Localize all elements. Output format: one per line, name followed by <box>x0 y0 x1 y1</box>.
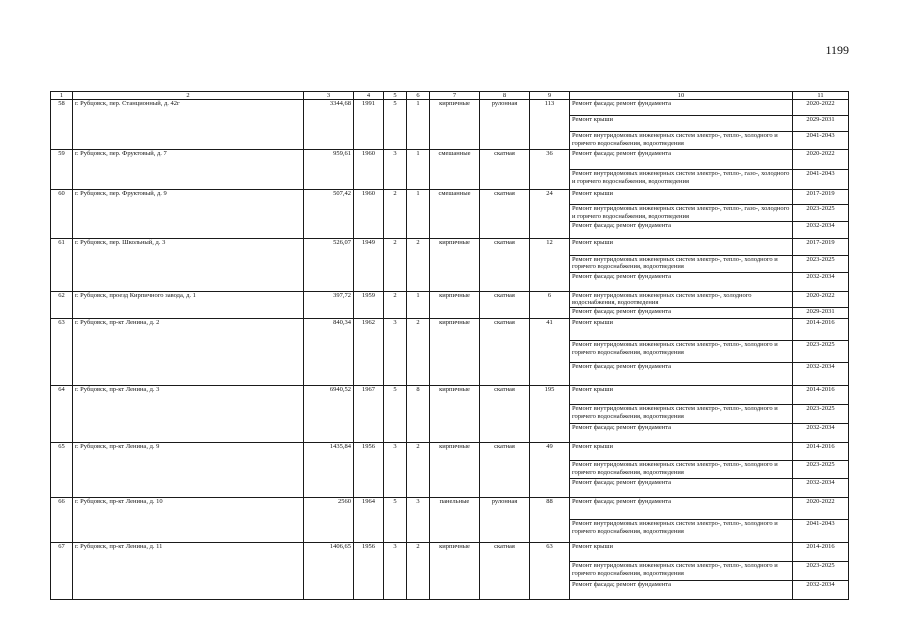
entrances-cell: 2 <box>407 238 430 291</box>
row-number: 64 <box>51 386 73 443</box>
roof-type-cell: скатная <box>480 443 530 498</box>
registry-sheet <box>50 91 848 600</box>
entrances-cell: 2 <box>407 319 430 386</box>
residents-cell: 113 <box>530 100 570 150</box>
address-cell: г. Рубцовск, пр-кт Ленина, д. 3 <box>73 386 304 443</box>
address-cell: г. Рубцовск, пр-кт Ленина, д. 2 <box>73 319 304 386</box>
work-period-cell: 2014-2016 <box>793 319 849 341</box>
work-period-cell: 2020-2022 <box>793 498 849 520</box>
work-type-cell: Ремонт фасада; ремонт фундамента <box>570 424 793 443</box>
work-period-cell: 2023-2025 <box>793 205 849 222</box>
work-period-cell: 2032-2034 <box>793 272 849 291</box>
work-type-cell: Ремонт внутридомовых инженерных систем электро-, тепло-, холодного и горячего водоснабжения, водоотведения <box>570 520 793 543</box>
area-cell: 1435,84 <box>304 443 354 498</box>
entrances-cell: 1 <box>407 190 430 239</box>
work-period-cell: 2023-2025 <box>793 255 849 272</box>
roof-type-cell: скатная <box>480 543 530 600</box>
column-number: 11 <box>793 92 849 100</box>
column-number: 10 <box>570 92 793 100</box>
row-number: 63 <box>51 319 73 386</box>
roof-type-cell: скатная <box>480 386 530 443</box>
area-cell: 959,61 <box>304 150 354 190</box>
floors-cell: 2 <box>384 291 407 319</box>
residents-cell: 41 <box>530 319 570 386</box>
area-cell: 507,42 <box>304 190 354 239</box>
residents-cell: 12 <box>530 238 570 291</box>
floors-cell: 2 <box>384 238 407 291</box>
area-cell: 840,34 <box>304 319 354 386</box>
area-cell: 397,72 <box>304 291 354 319</box>
row-number: 60 <box>51 190 73 239</box>
table-row <box>51 319 849 341</box>
address-cell: г. Рубцовск, пр-кт Ленина, д. 9 <box>73 443 304 498</box>
work-type-cell: Ремонт фасада; ремонт фундамента <box>570 272 793 291</box>
work-period-cell: 2032-2034 <box>793 363 849 386</box>
entrances-cell: 2 <box>407 443 430 498</box>
work-type-cell: Ремонт внутридомовых инженерных систем электро-, тепло-, холодного и горячего водоснабжения, водоотведения <box>570 405 793 424</box>
area-cell: 526,07 <box>304 238 354 291</box>
work-period-cell: 2023-2025 <box>793 341 849 363</box>
column-number: 5 <box>384 92 407 100</box>
column-number: 8 <box>480 92 530 100</box>
row-number: 59 <box>51 150 73 190</box>
work-type-cell: Ремонт фасада; ремонт фундамента <box>570 100 793 116</box>
year-cell: 1956 <box>354 543 384 600</box>
floors-cell: 2 <box>384 190 407 239</box>
work-period-cell: 2029-2031 <box>793 308 849 319</box>
work-type-cell: Ремонт внутридомовых инженерных систем электро-, тепло-, холодного и горячего водоснабжения, водоотведения <box>570 461 793 479</box>
work-type-cell: Ремонт внутридомовых инженерных систем электро-, холодного водоснабжения, водоотведения <box>570 291 793 308</box>
year-cell: 1967 <box>354 386 384 443</box>
column-number: 9 <box>530 92 570 100</box>
work-type-cell: Ремонт внутридомовых инженерных систем электро-, тепло-, холодного и горячего водоснабжения, водоотведения <box>570 562 793 581</box>
work-period-cell: 2032-2034 <box>793 479 849 498</box>
work-type-cell: Ремонт крыши <box>570 238 793 255</box>
year-cell: 1960 <box>354 150 384 190</box>
column-number: 4 <box>354 92 384 100</box>
work-type-cell: Ремонт фасада; ремонт фундамента <box>570 581 793 600</box>
work-period-cell: 2020-2022 <box>793 150 849 170</box>
year-cell: 1959 <box>354 291 384 319</box>
work-period-cell: 2041-2043 <box>793 132 849 150</box>
entrances-cell: 1 <box>407 150 430 190</box>
table-row <box>51 443 849 461</box>
residents-cell: 36 <box>530 150 570 190</box>
work-type-cell: Ремонт внутридомовых инженерных систем электро-, тепло-, холодного и горячего водоснабжения, водоотведения <box>570 132 793 150</box>
year-cell: 1962 <box>354 319 384 386</box>
address-cell: г. Рубцовск, пер. Фруктовый, д. 7 <box>73 150 304 190</box>
page-number: 1199 <box>825 43 849 57</box>
work-type-cell: Ремонт фасада; ремонт фундамента <box>570 479 793 498</box>
work-period-cell: 2032-2034 <box>793 581 849 600</box>
work-period-cell: 2014-2016 <box>793 386 849 405</box>
entrances-cell: 1 <box>407 291 430 319</box>
year-cell: 1960 <box>354 190 384 239</box>
residents-cell: 49 <box>530 443 570 498</box>
column-number-row <box>51 92 849 100</box>
table-row <box>51 100 849 116</box>
work-type-cell: Ремонт крыши <box>570 386 793 405</box>
row-number: 65 <box>51 443 73 498</box>
entrances-cell: 8 <box>407 386 430 443</box>
work-period-cell: 2029-2031 <box>793 116 849 132</box>
work-type-cell: Ремонт фасада; ремонт фундамента <box>570 150 793 170</box>
table-row <box>51 386 849 405</box>
entrances-cell: 1 <box>407 100 430 150</box>
table-row <box>51 190 849 205</box>
walls-material-cell: кирпичные <box>430 543 480 600</box>
area-cell: 2560 <box>304 498 354 543</box>
work-period-cell: 2032-2034 <box>793 424 849 443</box>
year-cell: 1991 <box>354 100 384 150</box>
column-number: 1 <box>51 92 73 100</box>
work-period-cell: 2020-2022 <box>793 291 849 308</box>
work-period-cell: 2023-2025 <box>793 562 849 581</box>
roof-type-cell: рулонная <box>480 100 530 150</box>
column-number: 6 <box>407 92 430 100</box>
work-period-cell: 2041-2043 <box>793 170 849 190</box>
roof-type-cell: скатная <box>480 150 530 190</box>
walls-material-cell: кирпичные <box>430 319 480 386</box>
work-period-cell: 2023-2025 <box>793 405 849 424</box>
work-type-cell: Ремонт крыши <box>570 443 793 461</box>
row-number: 58 <box>51 100 73 150</box>
row-number: 61 <box>51 238 73 291</box>
column-number: 2 <box>73 92 304 100</box>
roof-type-cell: скатная <box>480 190 530 239</box>
walls-material-cell: смешанные <box>430 150 480 190</box>
table-row <box>51 498 849 520</box>
table-row <box>51 238 849 255</box>
address-cell: г. Рубцовск, пер. Фруктовый, д. 9 <box>73 190 304 239</box>
address-cell: г. Рубцовск, пр-кт Ленина, д. 10 <box>73 498 304 543</box>
work-type-cell: Ремонт внутридомовых инженерных систем электро-, тепло-, холодного и горячего водоснабжения, водоотведения <box>570 255 793 272</box>
area-cell: 3344,68 <box>304 100 354 150</box>
roof-type-cell: скатная <box>480 319 530 386</box>
row-number: 66 <box>51 498 73 543</box>
floors-cell: 5 <box>384 100 407 150</box>
work-type-cell: Ремонт крыши <box>570 319 793 341</box>
address-cell: г. Рубцовск, пр-кт Ленина, д. 11 <box>73 543 304 600</box>
floors-cell: 5 <box>384 386 407 443</box>
work-type-cell: Ремонт фасада; ремонт фундамента <box>570 363 793 386</box>
work-type-cell: Ремонт внутридомовых инженерных систем электро-, тепло-, холодного и горячего водоснабжения, водоотведения <box>570 341 793 363</box>
floors-cell: 3 <box>384 319 407 386</box>
year-cell: 1964 <box>354 498 384 543</box>
work-type-cell: Ремонт внутридомовых инженерных систем электро-, тепло-, газо-, холодного и горячего водоснабжения, водоотведения <box>570 170 793 190</box>
table-row <box>51 291 849 308</box>
work-period-cell: 2032-2034 <box>793 221 849 238</box>
address-cell: г. Рубцовск, проезд Кирпичного завода, д. 1 <box>73 291 304 319</box>
work-type-cell: Ремонт фасада; ремонт фундамента <box>570 308 793 319</box>
address-cell: г. Рубцовск, пер. Станционный, д. 42г <box>73 100 304 150</box>
residents-cell: 6 <box>530 291 570 319</box>
column-number: 3 <box>304 92 354 100</box>
roof-type-cell: рулонная <box>480 498 530 543</box>
year-cell: 1949 <box>354 238 384 291</box>
work-period-cell: 2023-2025 <box>793 461 849 479</box>
work-type-cell: Ремонт фасада; ремонт фундамента <box>570 498 793 520</box>
work-period-cell: 2017-2019 <box>793 238 849 255</box>
floors-cell: 3 <box>384 543 407 600</box>
column-number: 7 <box>430 92 480 100</box>
roof-type-cell: скатная <box>480 238 530 291</box>
walls-material-cell: кирпичные <box>430 238 480 291</box>
residents-cell: 195 <box>530 386 570 443</box>
walls-material-cell: кирпичные <box>430 386 480 443</box>
walls-material-cell: кирпичные <box>430 291 480 319</box>
work-period-cell: 2020-2022 <box>793 100 849 116</box>
work-type-cell: Ремонт внутридомовых инженерных систем электро-, тепло-, газо-, холодного и горячего водоснабжения, водоотведения <box>570 205 793 222</box>
row-number: 67 <box>51 543 73 600</box>
area-cell: 6940,52 <box>304 386 354 443</box>
floors-cell: 3 <box>384 443 407 498</box>
table-row <box>51 543 849 562</box>
work-period-cell: 2014-2016 <box>793 443 849 461</box>
walls-material-cell: панельные <box>430 498 480 543</box>
walls-material-cell: кирпичные <box>430 443 480 498</box>
entrances-cell: 3 <box>407 498 430 543</box>
residents-cell: 63 <box>530 543 570 600</box>
work-period-cell: 2017-2019 <box>793 190 849 205</box>
work-type-cell: Ремонт крыши <box>570 543 793 562</box>
row-number: 62 <box>51 291 73 319</box>
address-cell: г. Рубцовск, пер. Школьный, д. 3 <box>73 238 304 291</box>
floors-cell: 3 <box>384 150 407 190</box>
repair-registry-table <box>50 91 849 600</box>
roof-type-cell: скатная <box>480 291 530 319</box>
walls-material-cell: кирпичные <box>430 100 480 150</box>
work-type-cell: Ремонт фасада; ремонт фундамента <box>570 221 793 238</box>
residents-cell: 24 <box>530 190 570 239</box>
floors-cell: 5 <box>384 498 407 543</box>
year-cell: 1956 <box>354 443 384 498</box>
residents-cell: 88 <box>530 498 570 543</box>
work-period-cell: 2014-2016 <box>793 543 849 562</box>
table-row <box>51 150 849 170</box>
work-type-cell: Ремонт крыши <box>570 190 793 205</box>
area-cell: 1406,65 <box>304 543 354 600</box>
work-type-cell: Ремонт крыши <box>570 116 793 132</box>
entrances-cell: 2 <box>407 543 430 600</box>
work-period-cell: 2041-2043 <box>793 520 849 543</box>
walls-material-cell: смешанные <box>430 190 480 239</box>
